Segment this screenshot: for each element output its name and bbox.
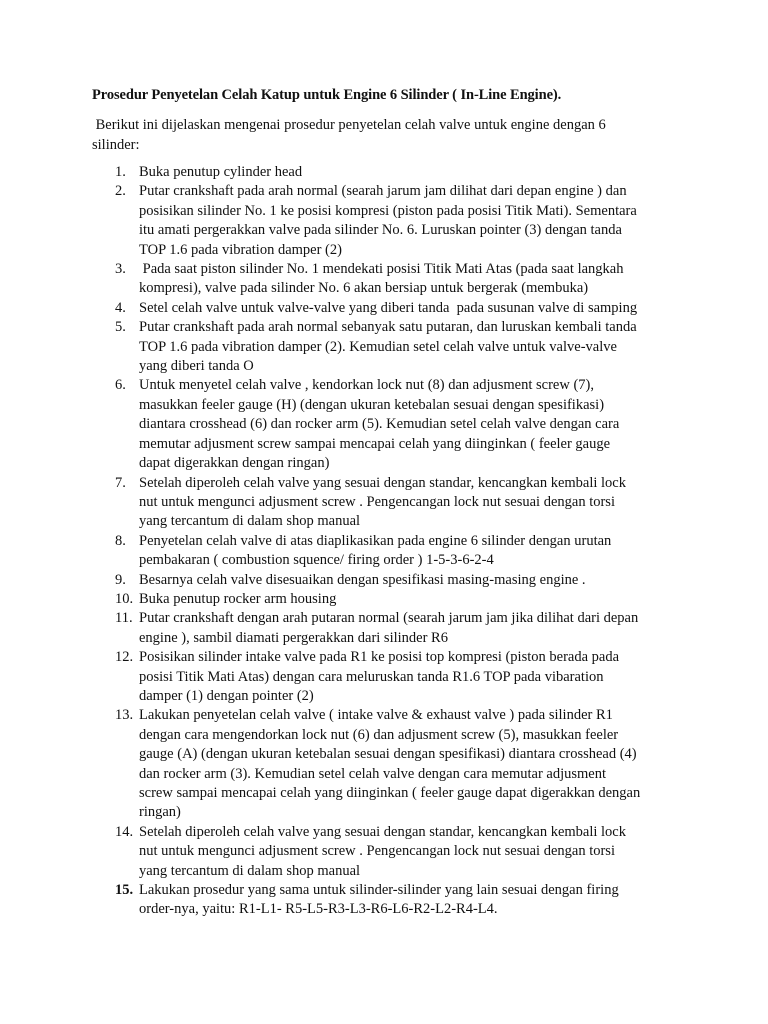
procedure-step: [92, 823, 688, 881]
step-text-line: itu amati pergerakkan valve pada silinder No. 6. Luruskan pointer (3) dengan tanda: [139, 222, 622, 239]
intro-line: Berikut ini dijelaskan mengenai prosedur penyetelan celah valve untuk engine dengan 6: [92, 117, 606, 133]
step-number: 13.: [115, 707, 134, 724]
step-number: 5.: [115, 319, 126, 336]
step-text-line: dapat digerakkan dengan ringan): [139, 455, 330, 472]
procedure-steps-list: [92, 163, 688, 920]
procedure-step: [92, 376, 688, 473]
step-number: 9.: [115, 571, 126, 588]
step-text-line: masukkan feeler gauge (H) (dengan ukuran ketebalan sesuai dengan spesifikasi): [139, 396, 605, 413]
step-text-line: Lakukan prosedur yang sama untuk silinder-silinder yang lain sesuai dengan firing: [139, 882, 619, 899]
step-number: 14.: [115, 823, 134, 840]
step-text-line: nut untuk mengunci adjusment screw . Pengencangan lock nut sesuai dengan torsi: [139, 843, 615, 860]
intro-line: silinder:: [92, 137, 140, 153]
step-number: 8.: [115, 532, 126, 549]
step-text-line: Untuk menyetel celah valve , kendorkan lock nut (8) dan adjusment screw (7),: [139, 377, 594, 394]
step-number: 1.: [115, 164, 126, 180]
step-text-line: memutar adjusment screw sampai mencapai celah yang diinginkan ( feeler gauge: [139, 435, 611, 452]
step-text-line: Lakukan penyetelan celah valve ( intake valve & exhaust valve ) pada silinder R1: [139, 707, 613, 724]
step-text-line: posisikan silinder No. 1 ke posisi kompresi (piston pada posisi Titik Mati). Sementara: [139, 202, 637, 219]
step-text-line: kompresi), valve pada silinder No. 6 akan bersiap untuk bergerak (membuka): [139, 280, 589, 297]
step-number: 2.: [115, 183, 126, 200]
procedure-step: [92, 609, 688, 648]
step-text-line: Putar crankshaft pada arah normal (searah jarum jam dilihat dari depan engine ) dan: [139, 183, 627, 200]
step-text-line: diantara crosshead (6) dan rocker arm (5). Kemudian setel celah valve dengan cara: [139, 416, 620, 433]
procedure-step: [92, 299, 688, 318]
procedure-step: [92, 182, 688, 260]
step-text-line: Setel celah valve untuk valve-valve yang diberi tanda pada susunan valve di samping: [139, 299, 638, 316]
step-text-line: Putar crankshaft pada arah normal sebanyak satu putaran, dan luruskan kembali tanda: [139, 319, 637, 336]
procedure-step: [92, 881, 688, 920]
step-text-line: yang tercantum di dalam shop manual: [139, 513, 361, 530]
procedure-step: [92, 571, 688, 590]
step-text-line: Pada saat piston silinder No. 1 mendekati posisi Titik Mati Atas (pada saat langkah: [139, 261, 624, 278]
step-number: 10.: [115, 590, 134, 607]
step-text-line: order-nya, yaitu: R1-L1- R5-L5-R3-L3-R6-L6-R2-L2-R4-L4.: [139, 901, 498, 918]
step-number: 4.: [115, 299, 126, 316]
document-title: Prosedur Penyetelan Celah Katup untuk Engine 6 Silinder ( In-Line Engine).: [92, 87, 562, 103]
step-text-line: Besarnya celah valve disesuaikan dengan spesifikasi masing-masing engine .: [139, 571, 586, 588]
step-text-line: screw sampai mencapai celah yang diinginkan ( feeler gauge dapat digerakkan dengan: [139, 785, 641, 801]
step-text-line: nut untuk mengunci adjusment screw . Pengencangan lock nut sesuai dengan torsi: [139, 493, 615, 510]
step-number: 6.: [115, 377, 126, 394]
step-text-line: ringan): [139, 804, 181, 821]
step-text-line: yang tercantum di dalam shop manual: [139, 862, 361, 879]
step-text-line: Setelah diperoleh celah valve yang sesuai dengan standar, kencangkan kembali lock: [139, 474, 626, 491]
step-text-line: posisi Titik Mati Atas) dengan cara meluruskan tanda R1.6 TOP pada vibaration: [139, 668, 604, 685]
step-text-line: Putar crankshaft dengan arah putaran normal (searah jarum jam jika dilihat dari depan: [139, 610, 639, 627]
step-text-line: damper (1) dengan pointer (2): [139, 687, 314, 704]
step-text-line: dan rocker arm (3). Kemudian setel celah valve dengan cara memutar adjusment: [139, 765, 607, 782]
step-number: 11.: [115, 610, 133, 627]
step-number: 15.: [115, 882, 134, 899]
step-text-line: gauge (A) (dengan ukuran ketebalan sesuai dengan spesifikasi) diantara crosshead (4): [139, 746, 637, 763]
step-text-line: dengan cara mengendorkan lock nut (6) dan adjusment screw (5), masukkan feeler: [139, 726, 619, 743]
procedure-step: [92, 474, 688, 532]
step-number: 7.: [115, 474, 126, 491]
step-number: 12.: [115, 649, 134, 666]
step-number: 3.: [115, 261, 126, 278]
step-text-line: Setelah diperoleh celah valve yang sesuai dengan standar, kencangkan kembali lock: [139, 823, 626, 840]
step-text-line: TOP 1.6 pada vibration damper (2). Kemudian setel celah valve untuk valve-valve: [139, 338, 617, 355]
procedure-step: [92, 163, 688, 182]
procedure-step: [92, 532, 688, 571]
step-text-line: yang diberi tanda O: [139, 358, 254, 375]
step-text-line: TOP 1.6 pada vibration damper (2): [139, 241, 342, 258]
step-text-line: Buka penutup cylinder head: [139, 164, 303, 180]
procedure-step: [92, 590, 688, 609]
step-text-line: pembakaran ( combustion squence/ firing order ) 1-5-3-6-2-4: [139, 552, 494, 569]
step-text-line: Penyetelan celah valve di atas diaplikasikan pada engine 6 silinder dengan urutan: [139, 532, 612, 549]
intro-paragraph: [92, 115, 682, 155]
procedure-step: [92, 648, 688, 706]
procedure-step: [92, 318, 688, 376]
step-text-line: Buka penutup rocker arm housing: [139, 590, 337, 607]
step-text-line: Posisikan silinder intake valve pada R1 ke posisi top kompresi (piston berada pada: [139, 649, 620, 666]
procedure-step: [92, 260, 688, 299]
step-text-line: engine ), sambil diamati pergerakkan dari silinder R6: [139, 629, 448, 646]
procedure-step: [92, 706, 688, 822]
